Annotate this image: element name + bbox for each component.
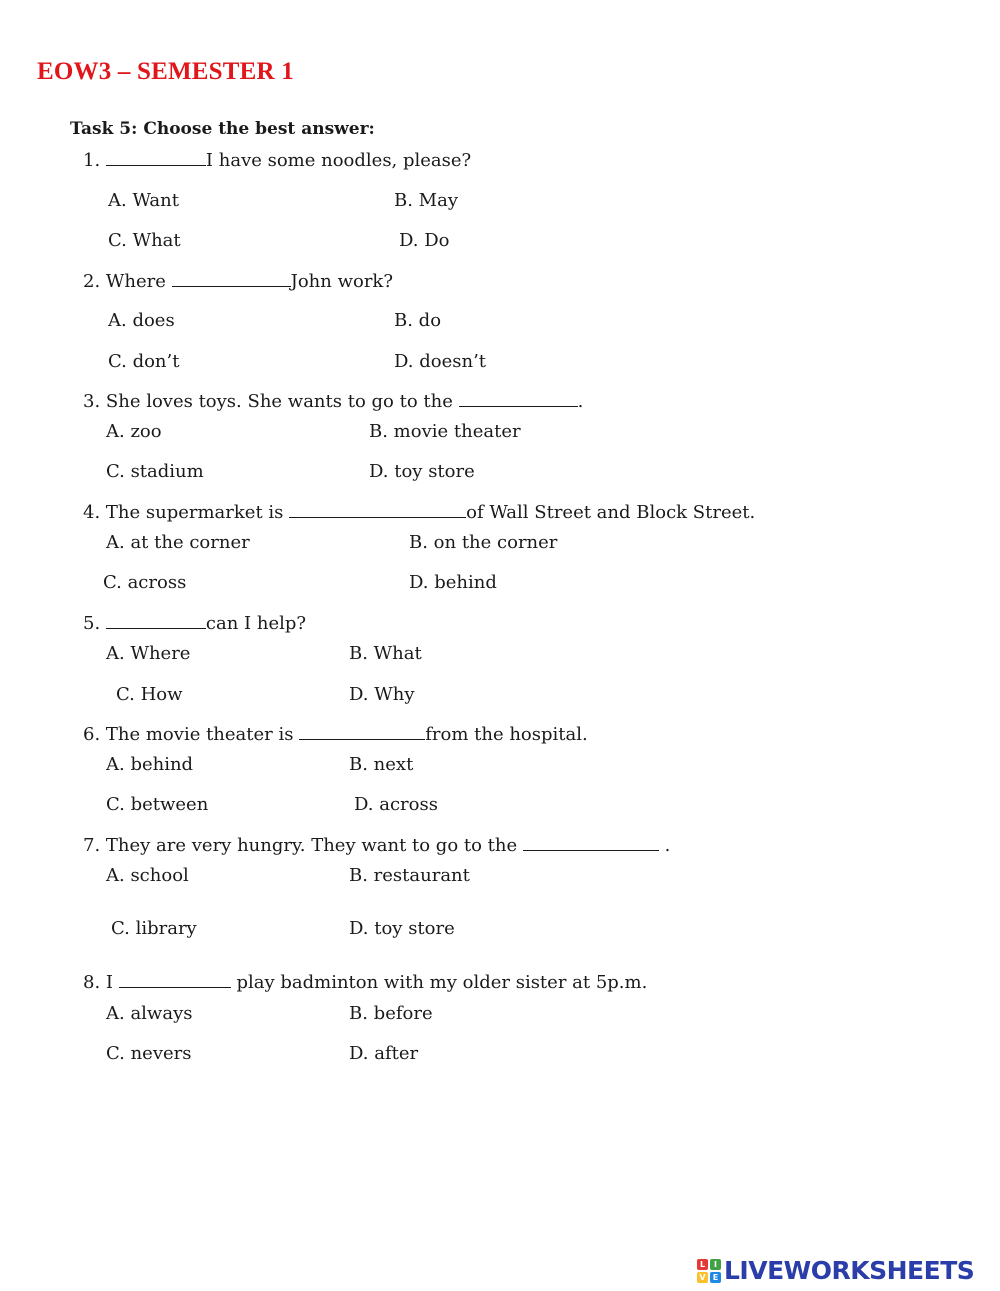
option-d[interactable]: D. toy store [349, 918, 455, 939]
option-b[interactable]: B. restaurant [349, 865, 470, 886]
option-a[interactable]: A. behind [106, 754, 194, 775]
option-d[interactable]: D. across [354, 794, 438, 815]
option-d[interactable]: D. Why [349, 684, 415, 705]
question-1 [83, 149, 471, 172]
question-6 [83, 723, 588, 746]
option-c[interactable]: C. across [103, 572, 187, 593]
option-b[interactable]: B. movie theater [369, 421, 521, 442]
question-7 [83, 834, 670, 857]
question-text: . [658, 835, 671, 856]
question-text: . [577, 391, 584, 412]
question-text: 6. The movie theater is [83, 724, 300, 745]
option-a[interactable]: A. always [106, 1003, 193, 1024]
logo-block: E [710, 1272, 721, 1283]
question-text: of Wall Street and Block Street. [466, 502, 756, 523]
option-b[interactable]: B. on the corner [409, 532, 558, 553]
option-b[interactable]: B. next [349, 754, 414, 775]
answer-blank[interactable] [289, 501, 466, 518]
option-b[interactable]: B. What [349, 643, 422, 664]
answer-blank[interactable] [459, 390, 578, 407]
question-text: play badminton with my older sister at 5p.m. [230, 972, 648, 993]
question-text: can I help? [205, 613, 307, 634]
question-text: John work? [290, 271, 393, 292]
option-d[interactable]: D. Do [399, 230, 450, 251]
logo-block: V [697, 1272, 708, 1283]
question-text: 4. The supermarket is [83, 502, 290, 523]
question-3 [83, 390, 583, 413]
question-text: 3. She loves toys. She wants to go to the [83, 391, 459, 412]
question-text: 8. I [83, 972, 119, 993]
question-text: 5. [83, 613, 106, 634]
question-8 [83, 971, 647, 994]
liveworksheets-logo [697, 1256, 974, 1285]
option-c[interactable]: C. How [116, 684, 183, 705]
option-c[interactable]: C. What [108, 230, 181, 251]
question-text: I have some noodles, please? [205, 150, 472, 171]
question-text: 1. [83, 150, 106, 171]
question-text: 7. They are very hungry. They want to go to the [83, 835, 523, 856]
question-2 [83, 270, 393, 293]
answer-blank[interactable] [106, 149, 206, 166]
option-a[interactable]: A. Want [108, 190, 179, 211]
option-a[interactable]: A. at the corner [106, 532, 250, 553]
answer-blank[interactable] [299, 723, 425, 740]
option-d[interactable]: D. doesn’t [394, 351, 487, 372]
option-c[interactable]: C. between [106, 794, 209, 815]
option-a[interactable]: A. school [106, 865, 189, 886]
question-4 [83, 501, 755, 524]
logo-block: L [697, 1259, 708, 1270]
option-c[interactable]: C. stadium [106, 461, 204, 482]
answer-blank[interactable] [523, 834, 659, 851]
option-a[interactable]: A. Where [106, 643, 191, 664]
option-d[interactable]: D. toy store [369, 461, 475, 482]
option-b[interactable]: B. do [394, 310, 442, 331]
page-title: EOW3 – SEMESTER 1 [37, 58, 294, 85]
question-text: from the hospital. [425, 724, 588, 745]
answer-blank[interactable] [106, 612, 206, 629]
option-c[interactable]: C. nevers [106, 1043, 192, 1064]
logo-blocks-icon [697, 1259, 721, 1283]
option-b[interactable]: B. May [394, 190, 459, 211]
question-text: 2. Where [83, 271, 172, 292]
question-5 [83, 612, 306, 635]
logo-block: I [710, 1259, 721, 1270]
option-a[interactable]: A. zoo [106, 421, 162, 442]
task-instruction: Task 5: Choose the best answer: [70, 119, 375, 139]
answer-blank[interactable] [172, 270, 291, 287]
option-b[interactable]: B. before [349, 1003, 433, 1024]
option-a[interactable]: A. does [108, 310, 175, 331]
option-d[interactable]: D. behind [409, 572, 497, 593]
answer-blank[interactable] [119, 971, 231, 988]
option-c[interactable]: C. library [111, 918, 197, 939]
logo-text: LIVEWORKSHEETS [724, 1256, 975, 1285]
option-d[interactable]: D. after [349, 1043, 419, 1064]
option-c[interactable]: C. don’t [108, 351, 180, 372]
